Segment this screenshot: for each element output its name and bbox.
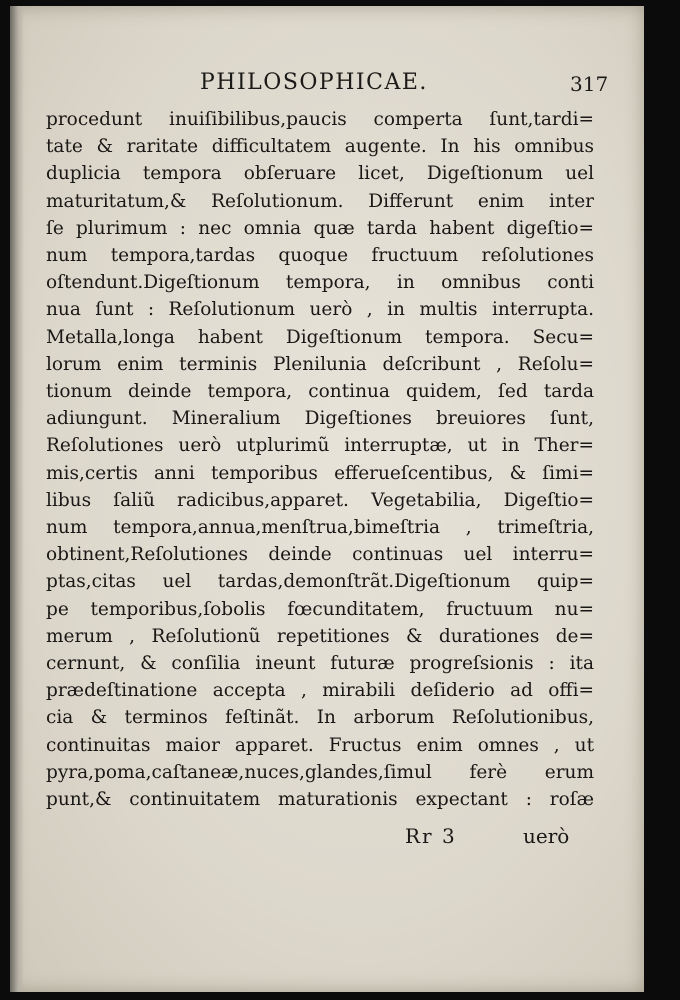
main-text-block bbox=[46, 106, 594, 813]
text-line: continuitas maior apparet. Fructus enim omnes , ut bbox=[46, 734, 594, 756]
text-line: merum , Reſolutionũ repetitiones & durationes de= bbox=[46, 625, 594, 647]
text-line: ptas,citas uel tardas,demonſtrãt.Digeſtionum quip= bbox=[46, 571, 594, 593]
text-line: tionum deinde tempora, continua quidem, ſed tarda bbox=[46, 381, 594, 403]
text-line: num tempora,tardas quoque fructuum reſolutiones bbox=[46, 245, 594, 267]
text-line: tate & raritate difficultatem augente. In his omnibus bbox=[46, 136, 594, 158]
text-line: ſe plurimum : nec omnia quæ tarda habent digeſtio= bbox=[46, 217, 594, 239]
signature-mark: Rr 3 bbox=[405, 824, 457, 848]
text-line: punt,& continuitatem maturationis expectant : roſæ bbox=[46, 789, 594, 811]
text-line: pe temporibus,ſobolis fœcunditatem, fructuum nu= bbox=[46, 598, 594, 620]
running-title: PHILOSOPHICAE. bbox=[200, 70, 428, 95]
catchword: uerò bbox=[523, 824, 570, 848]
text-line: libus ſaliũ radicibus,apparet. Vegetabilia, Digeſtio= bbox=[46, 489, 594, 511]
text-line: duplicia tempora obſeruare licet, Digeſtionum uel bbox=[46, 163, 594, 185]
text-line: obtinent,Reſolutiones deinde continuas uel interru= bbox=[46, 544, 594, 566]
text-line: oſtendunt.Digeſtionum tempora, in omnibus conti bbox=[46, 272, 594, 294]
text-line: maturitatum,& Reſolutionum. Differunt enim inter bbox=[46, 190, 594, 212]
text-line: procedunt inuiſibilibus,paucis comperta ſunt,tardi= bbox=[46, 109, 594, 130]
book-page bbox=[10, 6, 644, 992]
text-line: Reſolutiones uerò utplurimũ interruptæ, ut in Ther= bbox=[46, 435, 594, 457]
text-line: nua ſunt : Reſolutionum uerò , in multis interrupta. bbox=[46, 299, 594, 321]
text-line: adiungunt. Mineralium Digeſtiones breuiores ſunt, bbox=[46, 408, 594, 430]
text-line: prædeſtinatione accepta , mirabili deſiderio ad offi= bbox=[46, 680, 594, 702]
text-line: Metalla,longa habent Digeſtionum tempora. Secu= bbox=[46, 326, 594, 348]
text-line: cernunt, & conſilia ineunt futuræ progreſsionis : ita bbox=[46, 653, 594, 675]
text-line: lorum enim terminis Plenilunia deſcribunt , Reſolu= bbox=[46, 353, 594, 375]
text-line: pyra,poma,caſtaneæ,nuces,glandes,ſimul ferè erum bbox=[46, 761, 594, 783]
text-line: num tempora,annua,menſtrua,bimeſtria , trimeſtria, bbox=[46, 517, 594, 539]
text-line: cia & terminos feſtinãt. In arborum Reſolutionibus, bbox=[46, 707, 594, 729]
text-line: mis,certis anni temporibus efferueſcentibus, & ſimi= bbox=[46, 462, 594, 484]
page-number: 317 bbox=[570, 72, 609, 96]
